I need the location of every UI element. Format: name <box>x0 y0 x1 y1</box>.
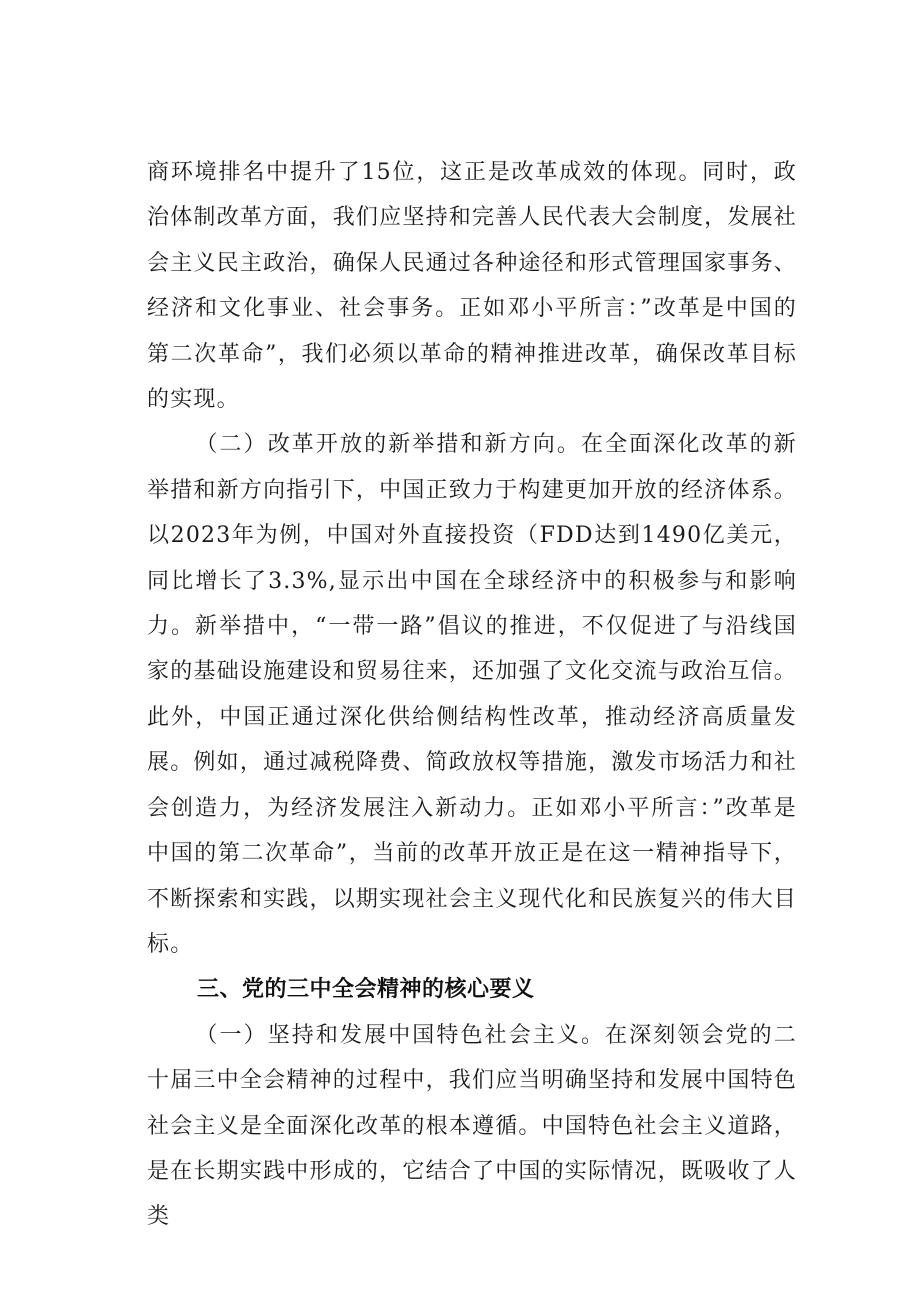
paragraph-section-3-1: （一）坚持和发展中国特色社会主义。在深刻领会党的二十届三中全会精神的过程中，我们应当明确坚持和发展中国特色社会主义是全面深化改革的根本遵循。中国特色社会主义道路，是在长期实践中形成的，它结合了中国的实际情况，既吸收了人类 <box>147 1022 797 1230</box>
paragraph-continuation: 商环境排名中提升了15位，这正是改革成效的体现。同时，政治体制改革方面，我们应坚持和完善人民代表大会制度，发展社会主义民主政治，确保人民通过各种途径和形式管理国家事务、经济和文化事业、社会事务。正如邓小平所言：”改革是中国的第二次革命”，我们必须以革命的精神推进改革，确保改革目标的实现。 <box>147 160 797 413</box>
document-body <box>147 150 797 1240</box>
paragraph-section-2: （二）改革开放的新举措和新方向。在全面深化改革的新举措和新方向指引下，中国正致力于构建更加开放的经济体系。以2023年为例，中国对外直接投资（FDD达到1490亿美元，同比增长了3.3%,显示出中国在全球经济中的积极参与和影响力。新举措中，“一带一路”倡议的推进，不仅促进了与沿线国家的基础设施建设和贸易往来，还加强了文化交流与政治互信。此外，中国正通过深化供给侧结构性改革，推动经济高质量发展。例如，通过减税降费、简政放权等措施，激发市场活力和社会创造力，为经济发展注入新动力。正如邓小平所言：”改革是中国的第二次革命”，当前的改革开放正是在这一精神指导下，不断探索和实践，以期实现社会主义现代化和民族复兴的伟大目标。 <box>147 432 797 957</box>
section-heading-3: 三、党的三中全会精神的核心要义 <box>197 977 535 1003</box>
